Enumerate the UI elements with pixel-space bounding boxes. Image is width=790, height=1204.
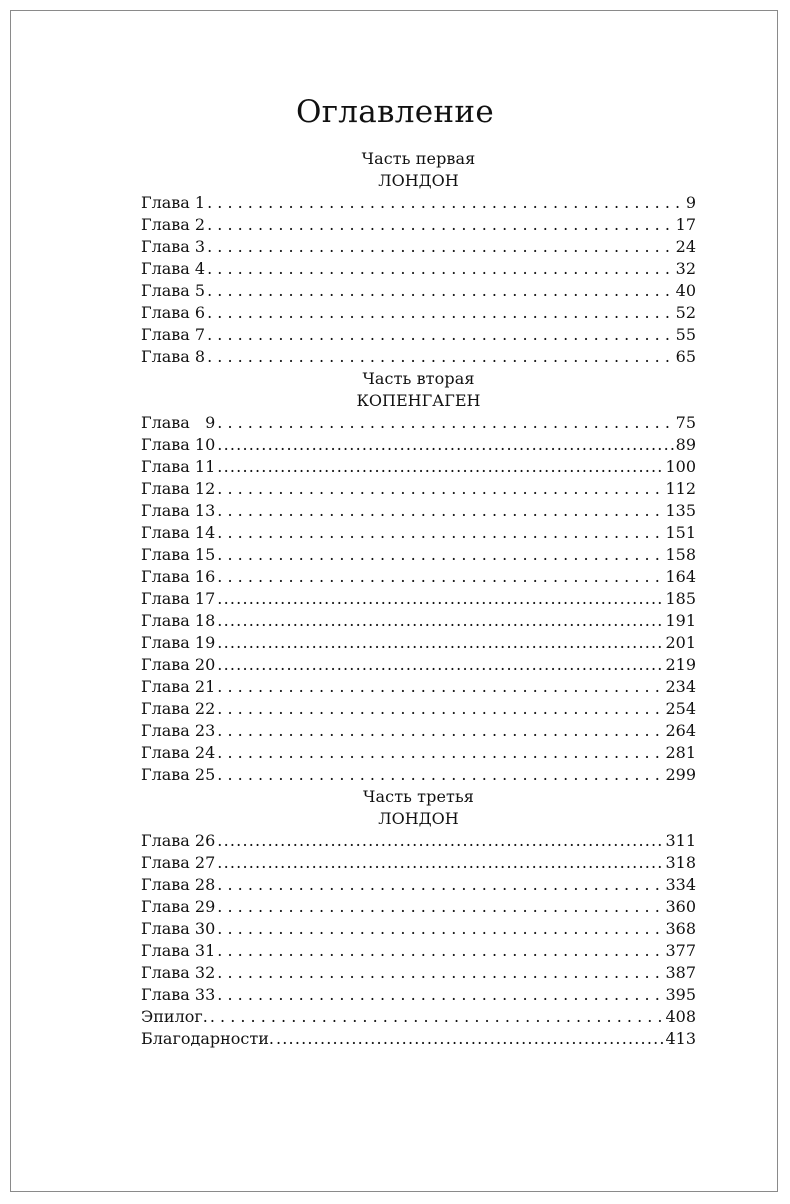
toc-entry[interactable] xyxy=(141,918,696,940)
part-label: Часть вторая xyxy=(362,369,475,388)
toc-entry-page-number: 334 xyxy=(665,875,696,894)
toc-entry[interactable] xyxy=(141,720,696,742)
toc-entry-label: Глава 17 xyxy=(141,589,216,608)
dot-leader xyxy=(210,1006,664,1028)
toc-entry-page-number: 55 xyxy=(675,325,696,344)
toc-entry-label: Глава 16 xyxy=(141,567,216,586)
toc-entry-page-number: 32 xyxy=(675,259,696,278)
dot-leader xyxy=(217,412,673,434)
toc-entry-page-number: 201 xyxy=(665,633,696,652)
part-label: Часть первая xyxy=(361,149,476,168)
toc-entry-label: Глава 24 xyxy=(141,743,216,762)
toc-entry-label: Глава 30 xyxy=(141,919,216,938)
toc-entry-label: Глава 6 xyxy=(141,303,206,322)
toc-entry-label: Глава 31 xyxy=(141,941,216,960)
toc-entry[interactable] xyxy=(141,258,696,280)
toc-entry-label: Глава 28 xyxy=(141,875,216,894)
part-name: ЛОНДОН xyxy=(378,171,459,190)
toc-entry-label: Глава 11 xyxy=(141,457,216,476)
toc-entry-label: Глава 21 xyxy=(141,677,216,696)
toc-entry-label: Глава 9 xyxy=(141,413,216,432)
dot-leader xyxy=(217,720,663,742)
dot-leader xyxy=(217,742,663,764)
dot-leader xyxy=(207,280,674,302)
toc-entry-page-number: 387 xyxy=(665,963,696,982)
dot-leader xyxy=(217,962,663,984)
toc-entry-label: Глава 5 xyxy=(141,281,206,300)
toc-entry-label: Глава 1 xyxy=(141,193,206,212)
toc-entry-page-number: 360 xyxy=(665,897,696,916)
dot-leader xyxy=(217,830,663,852)
toc-entry[interactable] xyxy=(141,280,696,302)
toc-entry-label: Глава 15 xyxy=(141,545,216,564)
toc-entry[interactable] xyxy=(141,874,696,896)
toc-entry-page-number: 89 xyxy=(675,435,696,454)
toc-entry-page-number: 264 xyxy=(665,721,696,740)
part-label: Часть третья xyxy=(363,787,474,806)
dot-leader xyxy=(207,324,674,346)
toc-entry[interactable] xyxy=(141,412,696,434)
toc-entry-page-number: 17 xyxy=(675,215,696,234)
toc-entry[interactable] xyxy=(141,544,696,566)
toc-entry[interactable] xyxy=(141,346,696,368)
toc-entry[interactable] xyxy=(141,940,696,962)
toc-entry-page-number: 413 xyxy=(665,1029,696,1048)
toc-entry[interactable] xyxy=(141,478,696,500)
toc-entry[interactable] xyxy=(141,456,696,478)
toc-entry-label: Глава 33 xyxy=(141,985,216,1004)
toc-entry-page-number: 158 xyxy=(665,545,696,564)
toc-entry-label: Глава 18 xyxy=(141,611,216,630)
dot-leader xyxy=(217,434,673,456)
toc-entry[interactable] xyxy=(141,830,696,852)
dot-leader xyxy=(217,522,663,544)
toc-entry[interactable] xyxy=(141,434,696,456)
toc-entry-label: Глава 3 xyxy=(141,237,206,256)
dot-leader xyxy=(207,236,674,258)
dot-leader xyxy=(276,1028,663,1050)
toc-entry[interactable] xyxy=(141,1006,696,1028)
toc-entry[interactable] xyxy=(141,610,696,632)
toc-entry-page-number: 254 xyxy=(665,699,696,718)
toc-entry[interactable] xyxy=(141,500,696,522)
toc-entry-label: Глава 29 xyxy=(141,897,216,916)
toc-entry-page-number: 377 xyxy=(665,941,696,960)
toc-entry-label: Глава 8 xyxy=(141,347,206,366)
dot-leader xyxy=(217,610,663,632)
toc-entry-page-number: 318 xyxy=(665,853,696,872)
toc-entry-page-number: 185 xyxy=(665,589,696,608)
toc-entry-page-number: 234 xyxy=(665,677,696,696)
toc-entry-label: Благодарности. xyxy=(141,1029,274,1048)
toc-entry-page-number: 24 xyxy=(675,237,696,256)
toc-entry[interactable] xyxy=(141,962,696,984)
toc-entry-page-number: 112 xyxy=(665,479,696,498)
toc-entry[interactable] xyxy=(141,192,696,214)
dot-leader xyxy=(217,478,663,500)
toc-entry-page-number: 164 xyxy=(665,567,696,586)
toc-entry[interactable] xyxy=(141,236,696,258)
toc-entry[interactable] xyxy=(141,852,696,874)
dot-leader xyxy=(217,918,663,940)
toc-entry-label: Глава 23 xyxy=(141,721,216,740)
toc-entry-label: Глава 2 xyxy=(141,215,206,234)
toc-entry-page-number: 65 xyxy=(675,347,696,366)
dot-leader xyxy=(217,764,663,786)
dot-leader xyxy=(207,302,674,324)
toc-entry[interactable] xyxy=(141,588,696,610)
page-title: Оглавление xyxy=(296,94,494,130)
toc-entry[interactable] xyxy=(141,896,696,918)
toc-entry[interactable] xyxy=(141,984,696,1006)
toc-entry-page-number: 9 xyxy=(685,193,696,212)
dot-leader xyxy=(217,632,663,654)
part-name: КОПЕНГАГЕН xyxy=(356,391,481,410)
toc-entry[interactable] xyxy=(141,214,696,236)
toc-entry-label: Глава 26 xyxy=(141,831,216,850)
toc-entry-page-number: 151 xyxy=(665,523,696,542)
toc-entry[interactable] xyxy=(141,302,696,324)
dot-leader xyxy=(217,698,663,720)
dot-leader xyxy=(217,654,663,676)
toc-entry-page-number: 311 xyxy=(665,831,696,850)
part-name: ЛОНДОН xyxy=(378,809,459,828)
toc-entry-page-number: 40 xyxy=(675,281,696,300)
toc-entry[interactable] xyxy=(141,522,696,544)
toc-entry-label: Глава 20 xyxy=(141,655,216,674)
toc-entry-label: Глава 12 xyxy=(141,479,216,498)
toc-entry[interactable] xyxy=(141,566,696,588)
dot-leader xyxy=(207,214,674,236)
toc-entry-label: Глава 19 xyxy=(141,633,216,652)
dot-leader xyxy=(217,896,663,918)
dot-leader xyxy=(217,544,663,566)
dot-leader xyxy=(217,852,663,874)
dot-leader xyxy=(217,676,663,698)
toc-entry[interactable] xyxy=(141,676,696,698)
toc-entry-page-number: 135 xyxy=(665,501,696,520)
toc-entry-label: Глава 7 xyxy=(141,325,206,344)
dot-leader xyxy=(217,566,663,588)
toc-entry[interactable] xyxy=(141,1028,696,1050)
toc-entry-label: Глава 4 xyxy=(141,259,206,278)
toc-entry[interactable] xyxy=(141,764,696,786)
toc-entry-label: Глава 14 xyxy=(141,523,216,542)
toc-entry[interactable] xyxy=(141,742,696,764)
toc-entry-page-number: 75 xyxy=(675,413,696,432)
dot-leader xyxy=(217,940,663,962)
dot-leader xyxy=(217,984,663,1006)
toc-entry-page-number: 100 xyxy=(665,457,696,476)
toc-entry-page-number: 191 xyxy=(665,611,696,630)
toc-entry-page-number: 368 xyxy=(665,919,696,938)
toc-entry-page-number: 52 xyxy=(675,303,696,322)
dot-leader xyxy=(217,588,663,610)
toc-entry-label: Глава 25 xyxy=(141,765,216,784)
dot-leader xyxy=(217,456,663,478)
toc-entry-label: Глава 27 xyxy=(141,853,216,872)
toc-entry[interactable] xyxy=(141,654,696,676)
toc-entry[interactable] xyxy=(141,632,696,654)
dot-leader xyxy=(207,346,674,368)
toc-entry[interactable] xyxy=(141,698,696,720)
toc-entry-page-number: 281 xyxy=(665,743,696,762)
toc-entry-page-number: 408 xyxy=(665,1007,696,1026)
dot-leader xyxy=(207,192,684,214)
dot-leader xyxy=(217,874,663,896)
dot-leader xyxy=(207,258,674,280)
toc-entry-page-number: 395 xyxy=(665,985,696,1004)
toc-entry-label: Глава 22 xyxy=(141,699,216,718)
toc-entry-page-number: 299 xyxy=(665,765,696,784)
toc-entry-label: Глава 10 xyxy=(141,435,216,454)
toc-entry[interactable] xyxy=(141,324,696,346)
table-of-contents xyxy=(141,148,696,1050)
dot-leader xyxy=(217,500,663,522)
toc-entry-page-number: 219 xyxy=(665,655,696,674)
toc-entry-label: Эпилог. xyxy=(141,1007,208,1026)
toc-entry-label: Глава 13 xyxy=(141,501,216,520)
toc-entry-label: Глава 32 xyxy=(141,963,216,982)
